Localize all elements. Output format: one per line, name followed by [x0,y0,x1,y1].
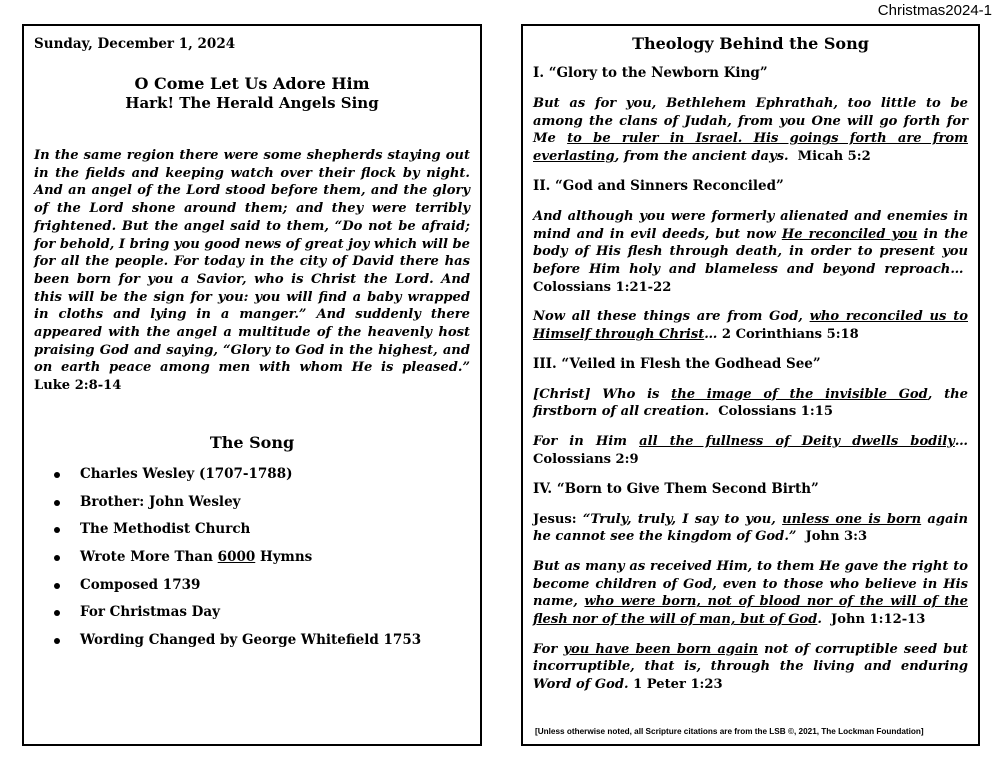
theology-heading: Theology Behind the Song [632,34,869,53]
bullet-icon [54,555,60,561]
bullet-icon [54,527,60,533]
footnote: [Unless otherwise noted, all Scripture citations are from the LSB ©, 2021, The Lockman Foundation] [535,727,924,736]
scripture-verse: Now all these things are from God, who reconciled us to Himself through Christ… 2 Corinthians 5:18 [533,309,968,343]
scripture-verse: [Christ] Who is the image of the invisible God, the firstborn of all creation. Colossians 1:15 [533,386,968,420]
scripture-verse: Jesus: “Truly, truly, I say to you, unless one is born again he cannot see the kingdom of God.” John 3:3 [533,511,968,545]
verse-reference: John 1:12-13 [831,612,926,628]
bullet-icon [54,638,60,644]
verse-reference: 1 Peter 1:23 [633,677,723,693]
scripture-verse: But as for you, Bethlehem Ephrathah, too little to be among the clans of Judah, from you One will go forth for Me to be ruler in Israel. His goings forth are from everlasting, from the ancient days. Micah 5:2 [533,96,968,165]
right-panel [521,24,980,746]
bullet-icon [54,583,60,589]
bullet-icon [54,610,60,616]
document-id: Christmas2024-1 [877,2,992,19]
section-title: II. “God and Sinners Reconciled” [533,177,784,194]
scripture-verse: But as many as received Him, to them He gave the right to become children of God, even to those who believe in His name, who were born, not of blood nor of the will of the flesh nor of the will of man, but of God. John 1:12-13 [533,558,968,628]
list-item: Charles Wesley (1707-1788) [34,466,470,494]
section-title: IV. “Born to Give Them Second Birth” [533,480,819,497]
verse-reference: Colossians 2:9 [533,451,639,467]
verse-reference: John 3:3 [805,529,868,545]
section-title: III. “Veiled in Flesh the Godhead See” [533,355,821,372]
list-item: Brother: John Wesley [34,494,470,522]
verse-reference: 2 Corinthians 5:18 [721,327,859,343]
song-heading: The Song [209,432,295,452]
service-date: Sunday, December 1, 2024 [34,36,236,52]
list-item: The Methodist Church [34,521,470,549]
hymn-count: 6000 [217,548,256,565]
verse-reference: Colossians 1:15 [718,404,833,420]
scripture-verse: And although you were formerly alienated and enemies in mind and in evil deeds, but now He reconciled you in the body of His flesh through death, in order to present you before Him holy and blameless and beyond reproach… Colossians 1:21-22 [533,208,969,295]
bullet-icon [54,472,60,478]
passage-text: In the same region there were some shepherds staying out in the fields and keeping watch over their flock by night. And an angel of the Lord stood before them, and the glory of the Lord shone around them; and they were terribly frightened. But the angel said to them, “Do not be afraid; for behold, I bring you good news of great joy which will be for all the people. For today in the city of David there has been born for you a Savior, who is Christ the Lord. And this will be the sign for you: you will find a baby wrapped in cloths and lying in a manger.” And suddenly there appeared with the angel a multitude of the heavenly host praising God and saying, “Glory to God in the highest, and on earth peace among men with whom He is pleased.” [34,148,470,376]
list-item: For Christmas Day [34,604,470,632]
list-item: Composed 1739 [34,577,470,605]
verse-reference: Micah 5:2 [797,149,871,165]
list-item: Wording Changed by George Whitefield 1753 [34,632,470,660]
song-facts-list [34,466,470,660]
page-title: O Come Let Us Adore Him [134,74,370,93]
hymn-title: Hark! The Herald Angels Sing [125,94,379,112]
list-item: Wrote More Than 6000 Hymns [34,549,470,577]
section-title: I. “Glory to the Newborn King” [533,65,768,81]
verse-reference: Colossians 1:21-22 [533,279,672,295]
scripture-verse: For in Him all the fullness of Deity dwells bodily… Colossians 2:9 [533,434,968,467]
scripture-passage [34,147,470,395]
bullet-icon [54,500,60,506]
scripture-verse: For you have been born again not of corruptible seed but incorruptible, that is, through the living and enduring Word of God. 1 Peter 1:23 [533,641,968,693]
passage-reference: Luke 2:8-14 [34,378,122,394]
left-panel [22,24,482,746]
